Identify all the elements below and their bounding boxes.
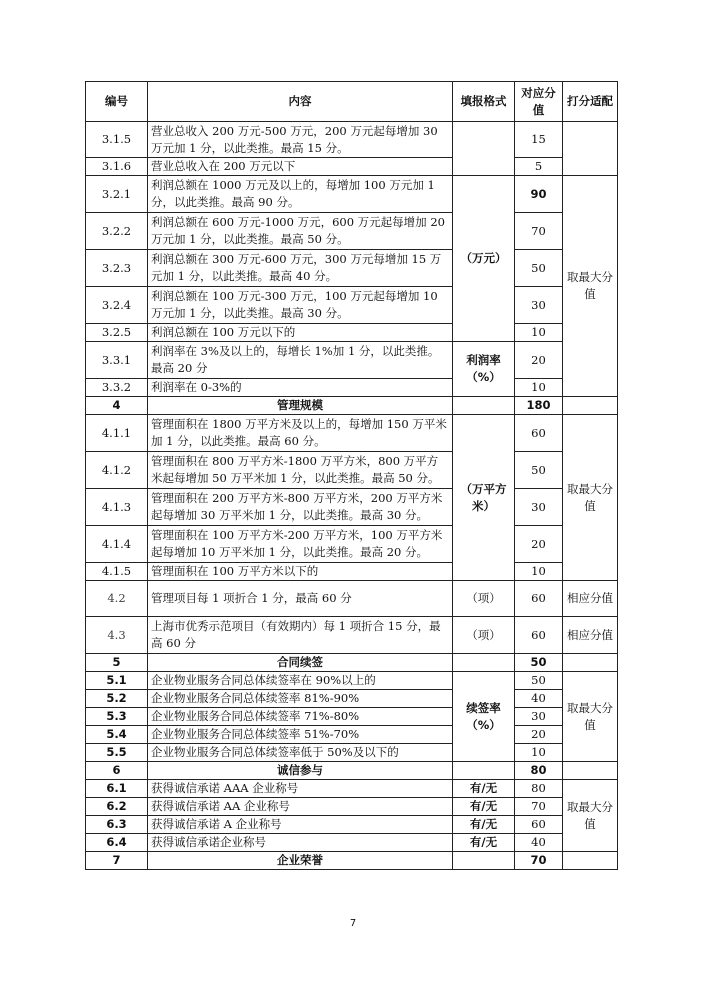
row-fit-merged: 取最大分值 [563, 672, 618, 762]
table-row [86, 672, 618, 690]
row-code: 5.1 [86, 672, 148, 690]
section-row [86, 762, 618, 780]
table-row [86, 342, 618, 379]
row-content: 管理面积在 800 万平方米-1800 万平方米，800 万平方米起每增加 50 万平米加 1 分，以此类推。最高 50 分。 [148, 452, 453, 489]
row-score: 10 [515, 744, 563, 762]
row-code: 5.5 [86, 744, 148, 762]
row-content: 企业物业服务合同总体续签率 51%-70% [148, 726, 453, 744]
scoring-table [85, 81, 618, 870]
row-code: 3.2.3 [86, 250, 148, 287]
table-row [86, 526, 618, 563]
section-row [86, 852, 618, 870]
row-score: 5 [515, 158, 563, 176]
row-fit: 相应分值 [563, 581, 618, 617]
row-format: （项） [453, 617, 515, 654]
row-code: 3.2.4 [86, 287, 148, 324]
row-format-merged: （万平方米） [453, 415, 515, 581]
row-score: 50 [515, 672, 563, 690]
section-score: 80 [515, 762, 563, 780]
row-score: 10 [515, 324, 563, 342]
header-format: 填报格式 [453, 82, 515, 122]
header-fit: 打分适配 [563, 82, 618, 122]
row-content: 企业物业服务合同总体续签率 81%-90% [148, 690, 453, 708]
row-fit-empty [563, 122, 618, 176]
section-score: 50 [515, 654, 563, 672]
section-format-empty [453, 762, 515, 780]
row-score: 10 [515, 379, 563, 397]
table-row [86, 708, 618, 726]
section-title: 企业荣誉 [148, 852, 453, 870]
section-title: 合同续签 [148, 654, 453, 672]
row-content: 上海市优秀示范项目（有效期内）每 1 项折合 15 分，最高 60 分 [148, 617, 453, 654]
row-fit-merged: 取最大分值 [563, 415, 618, 581]
row-score: 50 [515, 250, 563, 287]
row-format: 有/无 [453, 780, 515, 798]
section-title: 管理规模 [148, 397, 453, 415]
section-fit-empty [563, 852, 618, 870]
row-code: 3.2.1 [86, 176, 148, 213]
table-row [86, 250, 618, 287]
row-code: 3.3.1 [86, 342, 148, 379]
row-content: 管理面积在 100 万平方米-200 万平方米，100 万平方米起每增加 10 万平米加 1 分，以此类推。最高 20 分。 [148, 526, 453, 563]
section-format-empty [453, 852, 515, 870]
section-fit-empty [563, 397, 618, 415]
row-code: 6.4 [86, 834, 148, 852]
row-score: 70 [515, 798, 563, 816]
section-row [86, 654, 618, 672]
section-code: 7 [86, 852, 148, 870]
table-row [86, 726, 618, 744]
table-row [86, 798, 618, 816]
section-format-empty [453, 397, 515, 415]
row-code: 5.4 [86, 726, 148, 744]
table-row [86, 324, 618, 342]
row-score: 40 [515, 690, 563, 708]
section-row [86, 397, 618, 415]
section-title: 诚信参与 [148, 762, 453, 780]
row-score: 20 [515, 342, 563, 379]
row-code: 6.3 [86, 816, 148, 834]
row-score: 30 [515, 708, 563, 726]
row-code: 3.1.6 [86, 158, 148, 176]
row-content: 利润总额在 600 万元-1000 万元，600 万元起每增加 20 万元加 1 分，以此类推。最高 50 分。 [148, 213, 453, 250]
table-header-row [86, 82, 618, 122]
row-code: 4.1.2 [86, 452, 148, 489]
row-code: 6.1 [86, 780, 148, 798]
row-content: 企业物业服务合同总体续签率在 90%以上的 [148, 672, 453, 690]
row-score: 60 [515, 415, 563, 452]
row-code: 4.1.5 [86, 563, 148, 581]
section-code: 4 [86, 397, 148, 415]
section-fit-empty [563, 654, 618, 672]
row-content: 利润率在 3%及以上的，每增长 1%加 1 分，以此类推。最高 20 分 [148, 342, 453, 379]
row-content: 企业物业服务合同总体续签率 71%-80% [148, 708, 453, 726]
row-format-merged: （万元） [453, 176, 515, 342]
row-code: 5.2 [86, 690, 148, 708]
row-code: 3.3.2 [86, 379, 148, 397]
row-score: 50 [515, 452, 563, 489]
row-fit-merged: 取最大分值 [563, 780, 618, 852]
row-format: 有/无 [453, 834, 515, 852]
row-code: 4.1.4 [86, 526, 148, 563]
table-row [86, 213, 618, 250]
header-content: 内容 [148, 82, 453, 122]
table-row [86, 690, 618, 708]
row-code: 3.2.2 [86, 213, 148, 250]
header-score: 对应分值 [515, 82, 563, 122]
row-code: 4.3 [86, 617, 148, 654]
row-score: 15 [515, 122, 563, 158]
row-score: 40 [515, 834, 563, 852]
row-score: 30 [515, 287, 563, 324]
table-row [86, 834, 618, 852]
row-format-merged: 利润率（%） [453, 342, 515, 397]
section-score: 70 [515, 852, 563, 870]
row-content: 获得诚信承诺 AAA 企业称号 [148, 780, 453, 798]
table-row [86, 563, 618, 581]
section-format-empty [453, 654, 515, 672]
row-code: 3.2.5 [86, 324, 148, 342]
row-content: 管理项目每 1 项折合 1 分，最高 60 分 [148, 581, 453, 617]
table-row [86, 581, 618, 617]
header-code: 编号 [86, 82, 148, 122]
row-score: 70 [515, 213, 563, 250]
table-row [86, 816, 618, 834]
row-content: 获得诚信承诺 A 企业称号 [148, 816, 453, 834]
table-row [86, 415, 618, 452]
row-format-empty [453, 122, 515, 176]
row-content: 获得诚信承诺企业称号 [148, 834, 453, 852]
row-content: 企业物业服务合同总体续签率低于 50%及以下的 [148, 744, 453, 762]
row-format: （项） [453, 581, 515, 617]
row-content: 营业总收入在 200 万元以下 [148, 158, 453, 176]
table-row [86, 158, 618, 176]
row-fit: 相应分值 [563, 617, 618, 654]
section-fit-empty [563, 762, 618, 780]
row-code: 4.1.1 [86, 415, 148, 452]
table-row [86, 617, 618, 654]
row-content: 利润率在 0-3%的 [148, 379, 453, 397]
row-format-merged: 续签率（%） [453, 672, 515, 762]
section-code: 6 [86, 762, 148, 780]
row-content: 利润总额在 100 万元以下的 [148, 324, 453, 342]
table-row [86, 452, 618, 489]
row-content: 管理面积在 200 万平方米-800 万平方米，200 万平方米起每增加 30 万平米加 1 分，以此类推。最高 30 分。 [148, 489, 453, 526]
row-score: 60 [515, 581, 563, 617]
row-score: 60 [515, 617, 563, 654]
row-score: 10 [515, 563, 563, 581]
row-code: 3.1.5 [86, 122, 148, 158]
row-score: 20 [515, 726, 563, 744]
row-code: 4.2 [86, 581, 148, 617]
row-score: 20 [515, 526, 563, 563]
table-row [86, 287, 618, 324]
row-score: 90 [515, 176, 563, 213]
row-format: 有/无 [453, 816, 515, 834]
table-row [86, 780, 618, 798]
row-content: 利润总额在 300 万元-600 万元，300 万元每增加 15 万元加 1 分，以此类推。最高 40 分。 [148, 250, 453, 287]
row-content: 营业总收入 200 万元-500 万元，200 万元起每增加 30 万元加 1 分，以此类推。最高 15 分。 [148, 122, 453, 158]
section-score: 180 [515, 397, 563, 415]
table-row [86, 379, 618, 397]
row-code: 6.2 [86, 798, 148, 816]
row-content: 管理面积在 100 万平方米以下的 [148, 563, 453, 581]
table-row [86, 176, 618, 213]
section-code: 5 [86, 654, 148, 672]
row-score: 60 [515, 816, 563, 834]
row-content: 获得诚信承诺 AA 企业称号 [148, 798, 453, 816]
page-number: 7 [349, 918, 357, 929]
row-fit-merged: 取最大分值 [563, 176, 618, 397]
row-score: 80 [515, 780, 563, 798]
row-content: 管理面积在 1800 万平方米及以上的，每增加 150 万平米加 1 分，以此类推。最高 60 分。 [148, 415, 453, 452]
table-row [86, 744, 618, 762]
row-format: 有/无 [453, 798, 515, 816]
row-code: 5.3 [86, 708, 148, 726]
table-row [86, 489, 618, 526]
table-row [86, 122, 618, 158]
row-code: 4.1.3 [86, 489, 148, 526]
row-score: 30 [515, 489, 563, 526]
row-content: 利润总额在 100 万元-300 万元，100 万元起每增加 10 万元加 1 分，以此类推。最高 30 分。 [148, 287, 453, 324]
row-content: 利润总额在 1000 万元及以上的，每增加 100 万元加 1 分，以此类推。最高 90 分。 [148, 176, 453, 213]
